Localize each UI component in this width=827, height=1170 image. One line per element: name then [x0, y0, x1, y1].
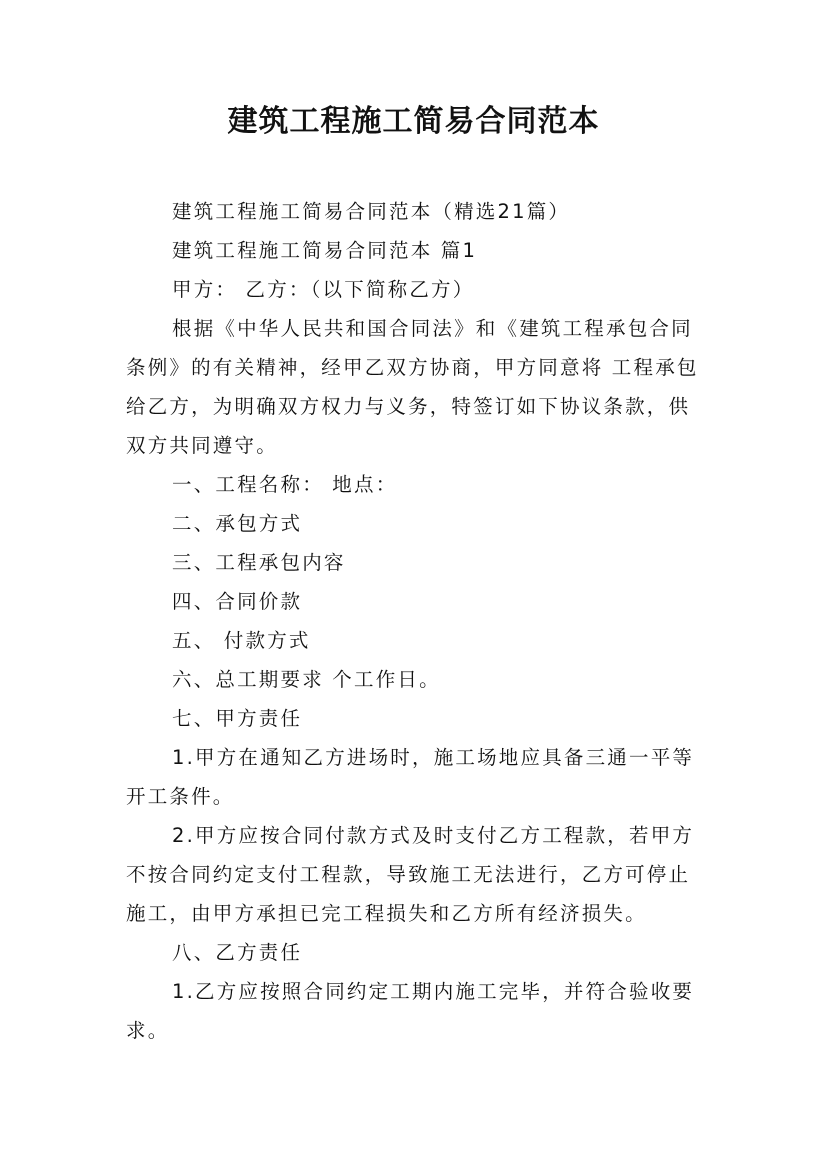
clause-contract-method: 二、承包方式	[172, 512, 303, 535]
clause-contract-content: 三、工程承包内容	[172, 551, 346, 574]
paragraph-subtitle: 建筑工程施工简易合同范本（精选21篇）	[172, 200, 571, 223]
clause-contract-price: 四、合同价款	[172, 590, 303, 613]
clause-party-b-duties: 八、乙方责任	[172, 941, 303, 964]
clause-project-name: 一、工程名称： 地点：	[172, 473, 398, 496]
paragraph-parties: 甲方： 乙方：（以下简称乙方）	[172, 278, 475, 301]
paragraph-section-heading: 建筑工程施工简易合同范本 篇1	[172, 239, 478, 262]
clause-party-a-duties: 七、甲方责任	[172, 707, 303, 730]
clause-duration: 六、总工期要求 个工作日。	[172, 668, 441, 691]
paragraph-preamble: 根据《中华人民共和国合同法》和《建筑工程承包合同条例》的有关精神，经甲乙双方协商，甲方同意将 工程承包给乙方，为明确双方权力与义务，特签订如下协议条款，供双方共同遵守。	[126, 317, 699, 457]
party-b-duty-1: 1.乙方应按照合同约定工期内施工完毕，并符合验收要求。	[126, 980, 695, 1042]
clause-payment-method: 五、 付款方式	[172, 629, 311, 652]
document-body	[126, 192, 706, 1050]
document-title: 建筑工程施工简易合同范本	[227, 104, 600, 139]
party-a-duty-1: 1.甲方在通知乙方进场时，施工场地应具备三通一平等开工条件。	[126, 746, 695, 808]
party-a-duty-2: 2.甲方应按合同付款方式及时支付乙方工程款，若甲方不按合同约定支付工程款，导致施工无法进行，乙方可停止施工，由甲方承担已完工程损失和乙方所有经济损失。	[126, 824, 695, 925]
